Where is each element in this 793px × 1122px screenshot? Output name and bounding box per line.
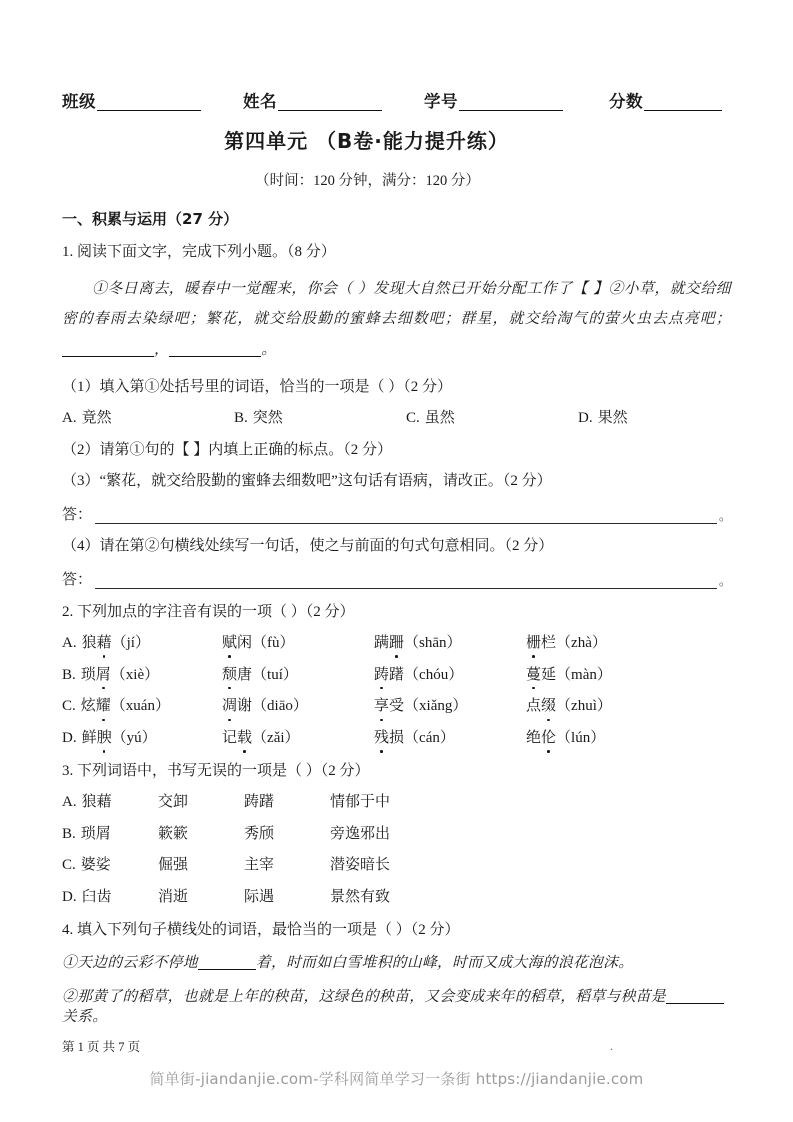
q2-pinyin: （diāo） <box>252 698 308 715</box>
answer-rule-2[interactable] <box>95 574 717 589</box>
q3-term <box>330 856 390 875</box>
q2-dotted-char: 残 <box>374 730 390 747</box>
q2-term <box>374 697 526 716</box>
q2-pinyin: （fù） <box>252 634 295 651</box>
question-1-stem: 1. 阅读下面文字，完成下列小题。（8 分） <box>62 244 336 261</box>
q2-option-label: C. <box>62 698 76 715</box>
field-score-label: 分数 <box>609 92 643 111</box>
passage-blank-2[interactable] <box>169 356 261 357</box>
q2-term-char: 琐 <box>80 666 96 683</box>
passage-blank-1[interactable] <box>62 356 154 357</box>
question-3-option-row[interactable] <box>62 856 731 875</box>
q2-term-char: 唐 <box>237 666 253 683</box>
page-number: 第 1 页 共 7 页 <box>62 1040 141 1054</box>
question-2-options <box>62 634 731 748</box>
q2-term-char: 绝 <box>526 730 542 747</box>
answer-tail-1: 。 <box>718 508 731 523</box>
question-3-option-row[interactable] <box>62 888 731 907</box>
sentence-1-part-b: 着，时而如白雪堆积的山峰，时而又成大海的浪花泡沫。 <box>255 953 634 971</box>
answer-line-1 <box>62 503 731 524</box>
q2-dotted-char: 享 <box>374 698 390 715</box>
q2-dotted-char: 踌 <box>374 666 390 683</box>
q2-pinyin: （zǎi） <box>252 730 300 747</box>
q2-term-char: 闲 <box>237 634 253 651</box>
q3-term <box>62 888 158 907</box>
q2-pinyin: （cán） <box>404 730 455 747</box>
field-name-rule[interactable] <box>278 95 382 111</box>
q3-term <box>244 825 330 844</box>
q2-pinyin: （lún） <box>556 730 606 747</box>
sentence-2-part-b: 关系。 <box>62 1007 108 1025</box>
q3-term-text: 簌簌 <box>158 825 189 842</box>
q2-option-label: D. <box>62 730 77 747</box>
q2-term <box>526 729 678 748</box>
question-2-option-row[interactable] <box>62 666 731 685</box>
q2-term <box>62 729 222 748</box>
q2-term <box>222 697 374 716</box>
question-2-option-row[interactable] <box>62 697 731 716</box>
q3-term <box>158 793 244 812</box>
option-c-text: 虽然 <box>424 410 455 427</box>
q2-dotted-char: 屑 <box>95 666 111 683</box>
q2-dotted-char: 耀 <box>95 698 111 715</box>
question-4-stem: 4. 填入下列句子横线处的词语，最恰当的一项是（ ）（2 分） <box>62 921 460 938</box>
q3-term-text: 旁逸邪出 <box>330 825 391 842</box>
q3-term-text: 琐屑 <box>80 825 111 842</box>
q2-term-char: 延 <box>541 666 557 683</box>
q3-term-text: 情郁于中 <box>330 793 391 810</box>
question-1-4-stem: （4）请在第②句横线处续写一句话，使之与前面的句式句意相同。（2 分） <box>62 537 554 554</box>
q3-term <box>244 856 330 875</box>
answer-rule-1[interactable] <box>95 509 717 524</box>
q2-term <box>62 697 222 716</box>
sentence-2-part-a: ②那黄了的稻草，也就是上年的秧苗，这绿色的秧苗，又会变成来年的稻草，稻草与秧苗是 <box>62 987 666 1005</box>
q2-pinyin: （yú） <box>111 730 157 747</box>
q2-pinyin: （tuí） <box>252 666 298 683</box>
field-student-id <box>424 93 563 111</box>
question-1-1-stem: （1）填入第①处括号里的词语，恰当的一项是（ ）（2 分） <box>62 379 453 396</box>
q2-dotted-char: 蔓 <box>526 666 542 683</box>
q2-term <box>62 634 222 653</box>
q2-option-label: B. <box>62 666 76 683</box>
q2-dotted-char: 凋 <box>222 698 238 715</box>
footer-dot-mark: . <box>610 1038 613 1053</box>
q3-term-text: 倔强 <box>158 857 189 874</box>
student-info-header <box>62 93 731 111</box>
question-2-stem: 2. 下列加点的字注音有误的一项（ ）（2 分） <box>62 603 355 620</box>
option-a-text: 竟然 <box>81 410 112 427</box>
option-a-label: A. <box>62 410 77 427</box>
question-3-option-row[interactable] <box>62 793 731 812</box>
q2-term-char: 谢 <box>237 698 253 715</box>
question-2-option-row[interactable] <box>62 634 731 653</box>
sentence-1-part-a: ①天边的云彩不停地 <box>62 953 198 971</box>
q2-dotted-char: 颓 <box>222 666 238 683</box>
option-a[interactable] <box>62 409 234 428</box>
q2-term <box>222 634 374 653</box>
q2-term <box>374 729 526 748</box>
field-name <box>243 93 382 111</box>
question-1-passage: ①冬日离去，暖春中一觉醒来，你会（ ）发现大自然已开始分配工作了【 】②小草，就交给细密的春雨去染绿吧；繁花，就交给股勤的蜜蜂去细数吧；群星，就交给淘气的萤火虫去点亮吧；， 。 <box>62 280 731 358</box>
q2-dotted-char: 栅 <box>526 634 542 651</box>
q2-term-char: 记 <box>222 730 238 747</box>
q2-term <box>526 697 678 716</box>
field-class <box>62 93 201 111</box>
q2-term <box>222 729 374 748</box>
q3-term <box>158 856 244 875</box>
sentence-2-blank[interactable] <box>666 1003 724 1004</box>
q2-term <box>526 666 678 685</box>
q2-pinyin: （chóu） <box>404 666 464 683</box>
option-c[interactable] <box>406 409 578 428</box>
field-class-label: 班级 <box>62 92 96 111</box>
q2-pinyin: （xuán） <box>110 698 170 715</box>
q2-term <box>222 666 374 685</box>
field-score <box>609 93 722 111</box>
q2-term-char: 炫 <box>80 698 96 715</box>
field-name-label: 姓名 <box>243 92 277 111</box>
q3-term-text: 踌躇 <box>244 793 275 810</box>
q2-dotted-char: 藉 <box>96 634 112 651</box>
q3-term <box>62 825 158 844</box>
option-d-label: D. <box>578 410 593 427</box>
q2-term-char: 损 <box>389 730 405 747</box>
q2-dotted-char: 赋 <box>222 634 238 651</box>
q2-pinyin: （shān） <box>404 634 462 651</box>
q2-term <box>62 666 222 685</box>
q3-term <box>158 888 244 907</box>
q2-dotted-char: 载 <box>237 730 253 747</box>
q2-pinyin: （xiǎng） <box>404 698 468 715</box>
question-4-sentence-1 <box>62 953 731 973</box>
question-1-1-options <box>62 409 731 428</box>
question-3-stem: 3. 下列词语中，书写无误的一项是（ ）（2 分） <box>62 762 370 779</box>
q3-option-label: B. <box>62 825 76 842</box>
answer-line-2 <box>62 568 731 589</box>
q3-term-text: 婆娑 <box>80 857 111 874</box>
q3-term <box>244 888 330 907</box>
q3-option-label: C. <box>62 857 76 874</box>
option-b-text: 突然 <box>252 410 283 427</box>
q2-dotted-char: 腴 <box>96 730 112 747</box>
q2-pinyin: （zhuì） <box>556 698 612 715</box>
option-b[interactable] <box>234 409 406 428</box>
q3-term <box>62 793 158 812</box>
q3-term-text: 交卸 <box>158 793 189 810</box>
q3-term <box>330 888 390 907</box>
q2-pinyin: （zhà） <box>556 634 607 651</box>
field-student-id-label: 学号 <box>424 92 458 111</box>
watermark: 简单街-jiandanjie.com-学科网简单学习一条街 https://jiandanjie.com <box>149 1070 644 1088</box>
q2-term-char: 受 <box>389 698 405 715</box>
question-2-option-row[interactable] <box>62 729 731 748</box>
field-class-rule[interactable] <box>97 95 201 111</box>
answer-label-2: 答： <box>62 571 93 588</box>
q2-term-char: 鲜 <box>81 730 97 747</box>
q2-pinyin: （màn） <box>556 666 612 683</box>
field-score-rule[interactable] <box>644 95 722 111</box>
q2-term-char: 点 <box>526 698 542 715</box>
q3-term <box>158 825 244 844</box>
q3-term-text: 际遇 <box>244 889 275 906</box>
q2-term-char: 栏 <box>541 634 557 651</box>
q2-term-char: 蹒 <box>374 634 390 651</box>
q2-term-char: 狼 <box>81 634 97 651</box>
q3-term-text: 消逝 <box>158 889 189 906</box>
q3-option-label: D. <box>62 889 77 906</box>
q3-term-text: 狼藉 <box>81 793 112 810</box>
option-b-label: B. <box>234 410 248 427</box>
q2-dotted-char: 跚 <box>389 634 405 651</box>
q3-term <box>330 825 390 844</box>
q2-dotted-char: 伦 <box>541 730 557 747</box>
passage-tail: 。 <box>261 340 277 358</box>
question-1-3-stem: （3）“繁花，就交给股勤的蜜蜂去细数吧”这句话有语病，请改正。（2 分） <box>62 472 552 489</box>
q2-term-char: 躇 <box>389 666 405 683</box>
q3-term <box>62 856 158 875</box>
q2-pinyin: （jí） <box>111 634 150 651</box>
q2-dotted-char: 缀 <box>541 698 557 715</box>
field-student-id-rule[interactable] <box>459 95 563 111</box>
q2-term <box>374 666 526 685</box>
q2-term <box>526 634 678 653</box>
q3-term-text: 臼齿 <box>81 889 112 906</box>
passage-text: ①冬日离去，暖春中一觉醒来，你会（ ）发现大自然已开始分配工作了【 】②小草，就交给细密的春雨去染绿吧；繁花，就交给股勤的蜜蜂去细数吧；群星，就交给淘气的萤火虫去点亮吧； <box>62 280 731 328</box>
option-d-text: 果然 <box>597 410 628 427</box>
answer-label-1: 答： <box>62 506 93 523</box>
question-1-2-stem: （2）请第①句的【 】内填上正确的标点。（2 分） <box>62 441 393 458</box>
q3-term-text: 秀颀 <box>244 825 275 842</box>
question-3-option-row[interactable] <box>62 825 731 844</box>
option-c-label: C. <box>406 410 420 427</box>
q2-option-label: A. <box>62 634 77 651</box>
option-d[interactable] <box>578 409 750 428</box>
sentence-1-blank[interactable] <box>198 969 256 970</box>
question-3-options <box>62 793 731 907</box>
q3-term <box>330 793 390 812</box>
answer-tail-2: 。 <box>718 573 731 588</box>
question-4-sentence-2 <box>62 987 731 1027</box>
q3-term-text: 潜姿暗长 <box>330 857 391 874</box>
q2-term <box>374 634 526 653</box>
q3-term-text: 景然有致 <box>330 889 391 906</box>
section-heading: 一、积累与运用（27 分） <box>62 210 239 229</box>
page-footer <box>62 1037 731 1055</box>
q3-term <box>244 793 330 812</box>
q3-term-text: 主宰 <box>244 857 275 874</box>
page-subtitle: （时间：120 分钟，满分：120 分） <box>255 173 480 190</box>
q3-option-label: A. <box>62 793 77 810</box>
page-title: 第四单元 （B卷·能力提升练） <box>224 129 509 154</box>
q2-pinyin: （xiè） <box>110 666 160 683</box>
